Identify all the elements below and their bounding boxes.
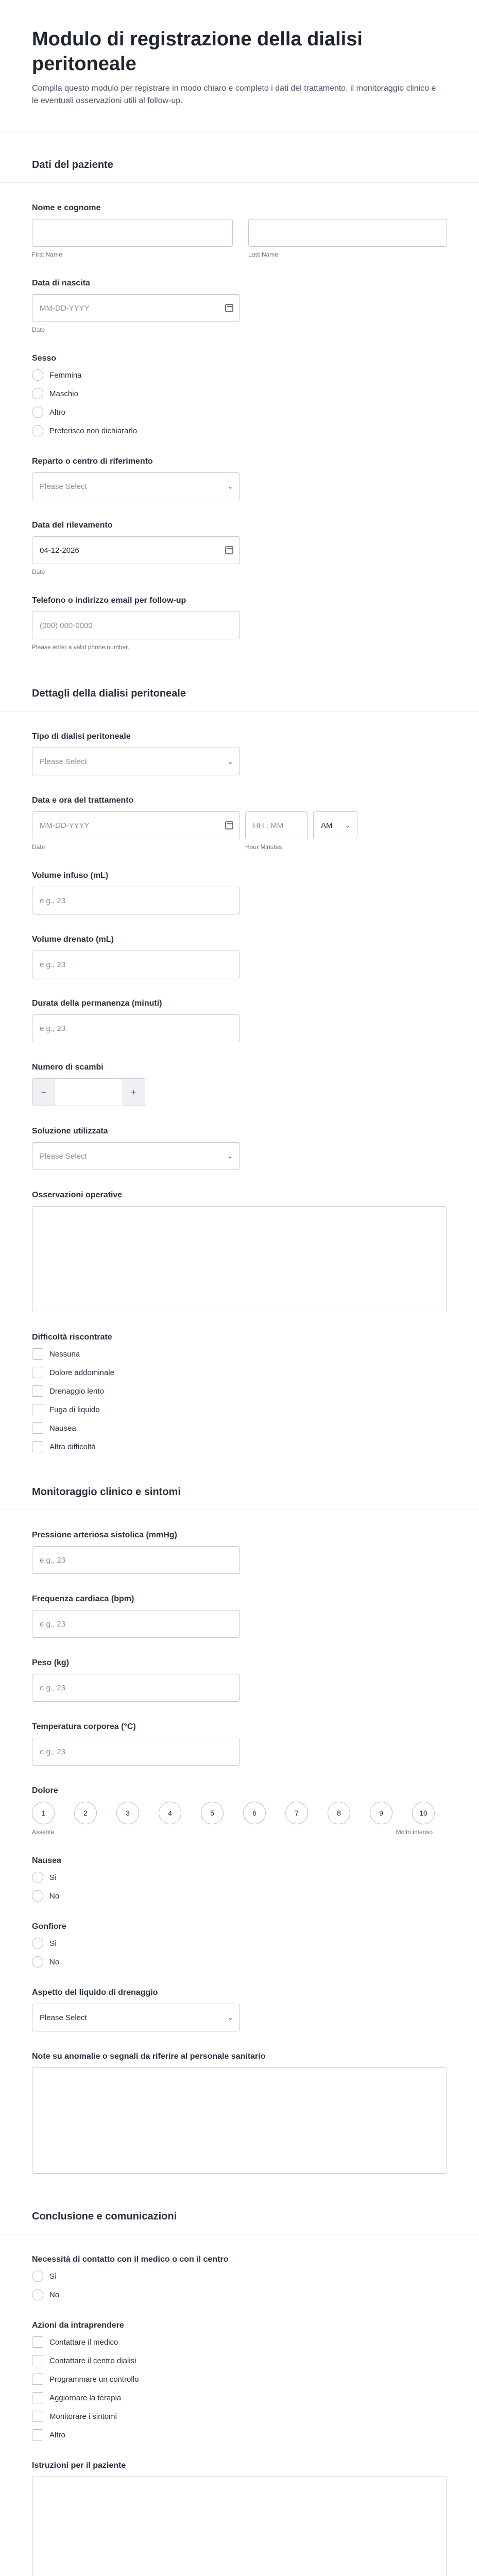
infused-volume-field: [32, 871, 447, 914]
section-title: Monitoraggio clinico e sintomi: [0, 1460, 479, 1510]
survey-date-value: 04-12-2026: [40, 546, 79, 555]
scale-option[interactable]: 6: [243, 1802, 266, 1824]
number-placeholder: e.g., 23: [40, 1024, 66, 1033]
difficulty-option[interactable]: [32, 1422, 447, 1434]
action-option[interactable]: [32, 2429, 447, 2441]
section-dialysis-details: [0, 661, 479, 1452]
option-label: Drenaggio lento: [49, 1386, 104, 1396]
number-placeholder: e.g., 23: [40, 1683, 66, 1692]
scale-low-label: Assente: [32, 1828, 55, 1836]
scale-option[interactable]: 2: [74, 1802, 97, 1824]
infused-volume-label: Volume infuso (mL): [32, 871, 109, 880]
calendar-icon[interactable]: [225, 821, 233, 829]
contact-field: [32, 596, 447, 651]
radio-button[interactable]: [32, 388, 43, 399]
survey-date-sublabel: Date: [32, 568, 45, 575]
actions-field: [32, 2321, 447, 2441]
number-placeholder: e.g., 23: [40, 960, 66, 969]
dwell-time-input[interactable]: [32, 1014, 240, 1042]
checkbox[interactable]: [32, 1367, 43, 1378]
last-name-sublabel: Last Name: [248, 251, 279, 258]
radio-button[interactable]: [32, 1938, 43, 1949]
scale-option[interactable]: 4: [159, 1802, 181, 1824]
dwell-time-label: Durata della permanenza (minuti): [32, 999, 162, 1008]
difficulties-label: Difficoltà riscontrate: [32, 1333, 112, 1342]
option-label: Contattare il medico: [49, 2337, 118, 2347]
option-label: Dolore addominale: [49, 1368, 114, 1377]
pain-label: Dolore: [32, 1786, 58, 1795]
option-label: Sì: [49, 1873, 57, 1882]
option-label: No: [49, 1957, 60, 1967]
temperature-label: Temperatura corporea (°C): [32, 1722, 136, 1731]
birth-date-sublabel: Date: [32, 326, 45, 333]
ampm-select[interactable]: [313, 811, 357, 839]
temperature-field: [32, 1722, 447, 1766]
section-title: Dettagli della dialisi peritoneale: [0, 661, 479, 711]
phone-sublabel: Please enter a valid phone number.: [32, 643, 129, 651]
chevron-down-icon: ⌄: [227, 757, 233, 766]
action-option[interactable]: [32, 2374, 447, 2385]
option-label: Contattare il centro dialisi: [49, 2356, 136, 2365]
operative-notes-label: Osservazioni operative: [32, 1191, 123, 1199]
radio-button[interactable]: [32, 2289, 43, 2300]
option-label: Aggiornare la terapia: [49, 2393, 122, 2402]
pain-scale: [32, 1802, 447, 1824]
solution-label: Soluzione utilizzata: [32, 1127, 108, 1136]
option-label: Monitorare i sintomi: [49, 2412, 117, 2421]
time-sublabel: Hour Minutes: [245, 843, 282, 851]
patient-instructions-textarea[interactable]: [32, 2477, 447, 2576]
center-label: Reparto o centro di riferimento: [32, 457, 153, 466]
option-label: Altra difficoltà: [49, 1442, 96, 1451]
nausea-option[interactable]: [32, 1890, 447, 1902]
option-label: Maschio: [49, 389, 78, 398]
section-title: Dati del paziente: [0, 132, 479, 183]
blood-pressure-field: [32, 1531, 447, 1574]
center-select[interactable]: [32, 472, 240, 500]
number-placeholder: e.g., 23: [40, 1619, 66, 1629]
action-option[interactable]: [32, 2355, 447, 2366]
chevron-down-icon: ⌄: [227, 2013, 233, 2022]
option-label: Sì: [49, 1939, 57, 1948]
action-option[interactable]: [32, 2336, 447, 2348]
fluid-appearance-label: Aspetto del liquido di drenaggio: [32, 1988, 158, 1997]
chevron-down-icon: ⌄: [345, 821, 351, 829]
drained-volume-label: Volume drenato (mL): [32, 935, 114, 944]
form-header: [0, 0, 479, 132]
first-name-sublabel: First Name: [32, 251, 62, 258]
fluid-appearance-select[interactable]: [32, 2004, 240, 2031]
dialysis-type-label: Tipo di dialisi peritoneale: [32, 732, 131, 741]
option-label: Sì: [49, 2272, 57, 2281]
scale-option[interactable]: 9: [370, 1802, 392, 1824]
decrement-button[interactable]: −: [32, 1079, 55, 1106]
treatment-date-input[interactable]: [32, 811, 240, 839]
solution-field: [32, 1127, 447, 1170]
birth-date-field: [32, 279, 447, 333]
survey-date-field: [32, 521, 447, 575]
dialysis-type-select[interactable]: [32, 748, 240, 775]
option-label: Preferisco non dichiararlo: [49, 426, 138, 435]
birth-date-label: Data di nascita: [32, 279, 90, 287]
option-label: Altro: [49, 408, 65, 417]
difficulty-option[interactable]: [32, 1348, 447, 1360]
sex-option[interactable]: [32, 388, 447, 399]
scale-option[interactable]: 8: [328, 1802, 350, 1824]
scale-option[interactable]: 10: [412, 1802, 435, 1824]
infused-volume-input[interactable]: [32, 887, 240, 914]
option-label: No: [49, 1891, 60, 1901]
checkbox[interactable]: [32, 2355, 43, 2366]
weight-label: Peso (kg): [32, 1658, 70, 1667]
radio-button[interactable]: [32, 1872, 43, 1883]
option-label: Femmina: [49, 370, 82, 380]
section-clinical-monitoring: [0, 1460, 479, 2174]
heart-rate-field: [32, 1595, 447, 1638]
heart-rate-input[interactable]: [32, 1610, 240, 1638]
difficulty-option[interactable]: [32, 1441, 447, 1452]
nausea-option[interactable]: [32, 1872, 447, 1883]
select-placeholder: Please Select: [40, 1151, 87, 1161]
sex-label: Sesso: [32, 354, 57, 363]
difficulty-option[interactable]: [32, 1385, 447, 1397]
checkbox[interactable]: [32, 2336, 43, 2348]
blood-pressure-label: Pressione arteriosa sistolica (mmHg): [32, 1531, 177, 1539]
nausea-field: [32, 1856, 447, 1902]
difficulty-option[interactable]: [32, 1367, 447, 1378]
exchanges-field: [32, 1063, 447, 1106]
swelling-field: [32, 1922, 447, 1968]
radio-button[interactable]: [32, 2270, 43, 2282]
weight-input[interactable]: [32, 1674, 240, 1702]
exchanges-label: Numero di scambi: [32, 1063, 104, 1072]
form-title: Modulo di registrazione della dialisi peritoneale: [32, 28, 363, 75]
name-label: Nome e cognome: [32, 204, 101, 212]
sex-option[interactable]: [32, 406, 447, 418]
option-label: Altro: [49, 2430, 65, 2439]
scale-option[interactable]: 3: [116, 1802, 139, 1824]
birth-date-placeholder: MM-DD-YYYY: [40, 303, 90, 313]
checkbox[interactable]: [32, 2411, 43, 2422]
ampm-value: AM: [321, 821, 333, 830]
phone-input[interactable]: [32, 612, 240, 639]
time-placeholder: HH : MM: [253, 821, 284, 830]
scale-high-label: Molto intenso: [396, 1828, 433, 1836]
drained-volume-input[interactable]: [32, 951, 240, 978]
section-title: Conclusione e comunicazioni: [0, 2184, 479, 2234]
section-patient-data: [0, 132, 479, 651]
option-label: Nausea: [49, 1423, 76, 1433]
radio-button[interactable]: [32, 1890, 43, 1902]
weight-field: [32, 1658, 447, 1702]
center-field: [32, 457, 447, 500]
number-placeholder: e.g., 23: [40, 896, 66, 905]
patient-instructions-label: Istruzioni per il paziente: [32, 2461, 126, 2470]
operative-notes-textarea[interactable]: [32, 1206, 447, 1312]
need-contact-option[interactable]: [32, 2289, 447, 2300]
select-placeholder: Please Select: [40, 2013, 87, 2022]
drained-volume-field: [32, 935, 447, 978]
nausea-label: Nausea: [32, 1856, 61, 1865]
heart-rate-label: Frequenza cardiaca (bpm): [32, 1595, 134, 1603]
checkbox[interactable]: [32, 1348, 43, 1360]
need-contact-label: Necessità di contatto con il medico o con il centro: [32, 2255, 229, 2264]
treatment-datetime-field: [32, 796, 447, 851]
option-label: Fuga di liquido: [49, 1405, 100, 1414]
dialysis-type-field: [32, 732, 447, 775]
chevron-down-icon: ⌄: [227, 1151, 233, 1160]
scale-labels: [32, 1828, 433, 1836]
checkbox[interactable]: [32, 1441, 43, 1452]
date-placeholder: MM-DD-YYYY: [40, 821, 90, 830]
calendar-icon[interactable]: [225, 304, 233, 312]
number-placeholder: e.g., 23: [40, 1555, 66, 1565]
scale-option[interactable]: 5: [201, 1802, 224, 1824]
checkbox[interactable]: [32, 2392, 43, 2403]
calendar-icon[interactable]: [225, 546, 233, 554]
survey-date-label: Data del rilevamento: [32, 521, 113, 530]
number-placeholder: e.g., 23: [40, 1747, 66, 1756]
treatment-time-input[interactable]: [245, 811, 308, 839]
need-contact-option[interactable]: [32, 2270, 447, 2282]
birth-date-input[interactable]: [32, 294, 240, 322]
anomalies-field: [32, 2052, 447, 2174]
action-option[interactable]: [32, 2411, 447, 2422]
survey-date-input[interactable]: [32, 536, 240, 564]
last-name-input[interactable]: [248, 219, 447, 247]
option-label: Programmare un controllo: [49, 2375, 139, 2384]
swelling-option[interactable]: [32, 1956, 447, 1968]
radio-button[interactable]: [32, 369, 43, 381]
checkbox[interactable]: [32, 1385, 43, 1397]
pain-field: [32, 1786, 447, 1836]
swelling-option[interactable]: [32, 1938, 447, 1949]
swelling-label: Gonfiore: [32, 1922, 66, 1931]
scale-option[interactable]: 1: [32, 1802, 55, 1824]
increment-button[interactable]: +: [122, 1079, 145, 1106]
actions-label: Azioni da intraprendere: [32, 2321, 124, 2330]
section-conclusion: [0, 2184, 479, 2576]
contact-label: Telefono o indirizzo email per follow-up: [32, 596, 186, 605]
date-sublabel: Date: [32, 843, 45, 851]
need-contact-field: [32, 2255, 447, 2300]
select-placeholder: Please Select: [40, 482, 87, 491]
first-name-input[interactable]: [32, 219, 233, 247]
checkbox[interactable]: [32, 1404, 43, 1415]
checkbox[interactable]: [32, 2429, 43, 2441]
action-option[interactable]: [32, 2392, 447, 2403]
select-placeholder: Please Select: [40, 757, 87, 766]
option-label: Nessuna: [49, 1349, 80, 1359]
sex-field: [32, 354, 447, 436]
option-label: No: [49, 2290, 60, 2299]
dwell-time-field: [32, 999, 447, 1042]
patient-instructions-field: [32, 2461, 447, 2576]
checkbox[interactable]: [32, 2374, 43, 2385]
solution-select[interactable]: [32, 1142, 240, 1170]
difficulty-option[interactable]: [32, 1404, 447, 1415]
blood-pressure-input[interactable]: [32, 1546, 240, 1574]
difficulties-field: [32, 1333, 447, 1452]
phone-placeholder: (000) 000-0000: [40, 621, 93, 630]
treatment-datetime-label: Data e ora del trattamento: [32, 796, 134, 805]
radio-button[interactable]: [32, 425, 43, 436]
checkbox[interactable]: [32, 1422, 43, 1434]
chevron-down-icon: ⌄: [227, 482, 233, 490]
form-description: Compila questo modulo per registrare in modo chiaro e completo i dati del trattamento, il monitoraggio clinico e le eventuali osservazioni utili al follow-up.: [32, 84, 436, 105]
radio-button[interactable]: [32, 1956, 43, 1968]
operative-notes-field: [32, 1191, 447, 1312]
fluid-appearance-field: [32, 1988, 447, 2031]
scale-option[interactable]: 7: [285, 1802, 308, 1824]
sex-option[interactable]: [32, 425, 447, 436]
anomalies-label: Note su anomalie o segnali da riferire al personale sanitario: [32, 2052, 266, 2061]
name-field: [32, 204, 447, 258]
radio-button[interactable]: [32, 406, 43, 418]
sex-option[interactable]: [32, 369, 447, 381]
exchanges-stepper[interactable]: [32, 1078, 145, 1106]
temperature-input[interactable]: [32, 1738, 240, 1766]
anomalies-textarea[interactable]: [32, 2067, 447, 2174]
